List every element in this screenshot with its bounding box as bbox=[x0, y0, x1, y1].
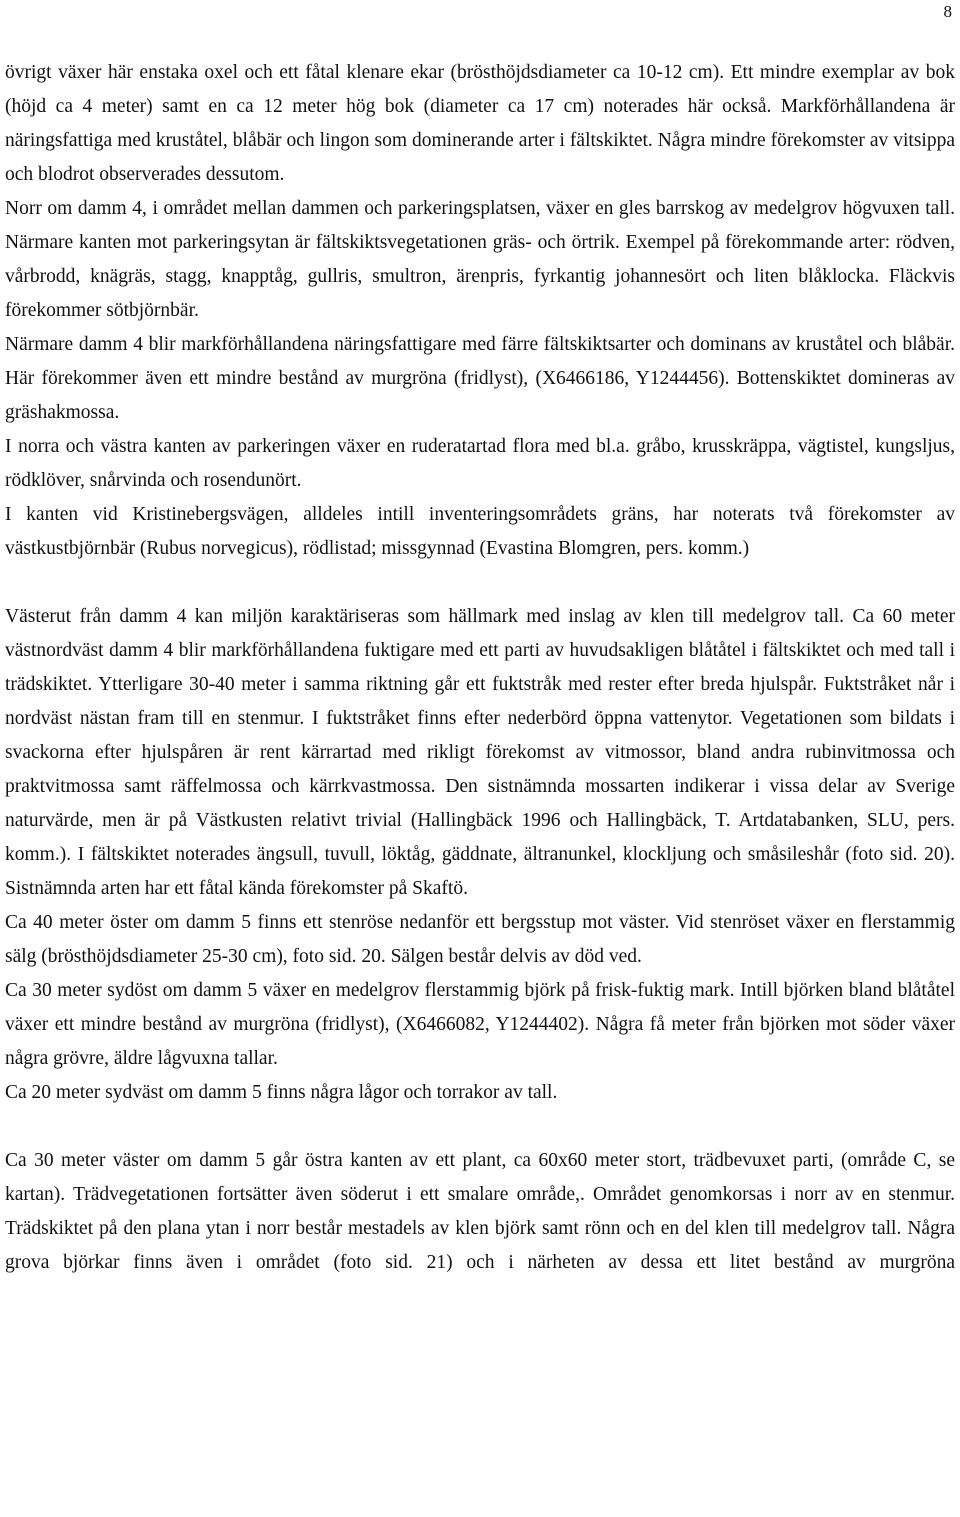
paragraph-near-pond-4: Närmare damm 4 blir markförhållandena näringsfattigare med färre fältskiktsarter och dominans av kruståtel och blåbär. Här förekommer även ett mindre bestånd av murgröna (fridlyst), (X6466186, Y1244456). Bottenskiktet domineras av gräshakmossa. bbox=[5, 334, 955, 423]
document-body bbox=[5, 56, 955, 1280]
paragraph-southeast-of-pond-5: Ca 30 meter sydöst om damm 5 växer en medelgrov flerstammig björk på frisk-fuktig mark. Intill björken bland blåtåtel växer ett mindre bestånd av murgröna (fridlyst), (X6466082, Y1244402). Några få meter från björken mot söder växer några grövre, äldre lågvuxna tallar. bbox=[5, 980, 955, 1069]
paragraph-parking-edge: I norra och västra kanten av parkeringen växer en ruderatartad flora med bl.a. gråbo, krusskräppa, vägtistel, kungsljus, rödklöver, snårvinda och rosendunört. bbox=[5, 436, 955, 491]
paragraph-kristinebergsvagen: I kanten vid Kristinebergsvägen, alldeles intill inventeringsområdets gräns, har noterats två förekomster av västkustbjörnbär (Rubus norvegicus), rödlistad; missgynnad (Evastina Blomgren, pers. komm.) bbox=[5, 504, 955, 559]
paragraph-oak-beech: övrigt växer här enstaka oxel och ett fåtal klenare ekar (brösthöjdsdiameter ca 10-12 cm). Ett mindre exemplar av bok (höjd ca 4 meter) samt en ca 12 meter hög bok (diameter ca 17 cm) noterades här också. Markförhållandena är näringsfattiga med kruståtel, blåbär och lingon som dominerande arter i fältskiktet. Några mindre förekomster av vitsippa och blodrot observerades dessutom. bbox=[5, 62, 955, 185]
paragraph-west-of-pond-4: Västerut från damm 4 kan miljön karaktäriseras som hällmark med inslag av klen till medelgrov tall. Ca 60 meter västnordväst damm 4 blir markförhållandena fuktigare med ett parti av huvudsakligen blåtåtel i fältskiktet och med tall i trädskiktet. Ytterligare 30-40 meter i samma riktning går ett fuktstråk med rester efter breda hjulspår. Fuktstråket når i nordväst nästan fram till en stenmur. I fuktstråket finns efter nederbörd öppna vattenytor. Vegetationen som bildats i svackorna efter hjulspåren är rent kärrartad med rikligt förekomst av vitmossor, bland andra rubinvitmossa och praktvitmossa samt räffelmossa och kärrkvastmossa. Den sistnämnda mossarten indikerar i vissa delar av Sverige naturvärde, men är på Västkusten relativt trivial (Hallingbäck 1996 och Hallingbäck, T. Artdatabanken, SLU, pers. komm.). I fältskiktet noterades ängsull, tuvull, löktåg, gäddnate, ältranunkel, klockljung och småsileshår (foto sid. 20). Sistnämnda arten har ett fåtal kända förekomster på Skaftö. bbox=[5, 606, 955, 899]
paragraph-north-of-pond-4: Norr om damm 4, i området mellan dammen och parkeringsplatsen, växer en gles barrskog av medelgrov högvuxen tall. Närmare kanten mot parkeringsytan är fältskiktsvegetationen gräs- och örtrik. Exempel på förekommande arter: rödven, vårbrodd, knägräs, stagg, knapptåg, gullris, smultron, ärenpris, fyrkantig johannesört och liten blåklocka. Fläckvis förekommer sötbjörnbär. bbox=[5, 198, 955, 321]
paragraph-east-of-pond-5: Ca 40 meter öster om damm 5 finns ett stenröse nedanför ett bergsstup mot väster. Vid stenröset växer en flerstammig sälg (brösthöjdsdiameter 25-30 cm), foto sid. 20. Sälgen består delvis av död ved. bbox=[5, 912, 955, 967]
paragraph-southwest-of-pond-5: Ca 20 meter sydväst om damm 5 finns några lågor och torrakor av tall. bbox=[5, 1082, 558, 1103]
paragraph-west-of-pond-5: Ca 30 meter väster om damm 5 går östra kanten av ett plant, ca 60x60 meter stort, trädbevuxet parti, (område C, se kartan). Trädvegetationen fortsätter även söderut i ett smalare område,. Området genomkorsas i norr av en stenmur. Trädskiktet på den plana ytan i norr består mestadels av klen björk samt rönn och en del klen till medelgrov tall. Några grova björkar finns även i området (foto sid. 21) och i närheten av dessa ett litet bestånd av murgröna bbox=[5, 1150, 955, 1273]
page-number: 8 bbox=[943, 2, 952, 21]
